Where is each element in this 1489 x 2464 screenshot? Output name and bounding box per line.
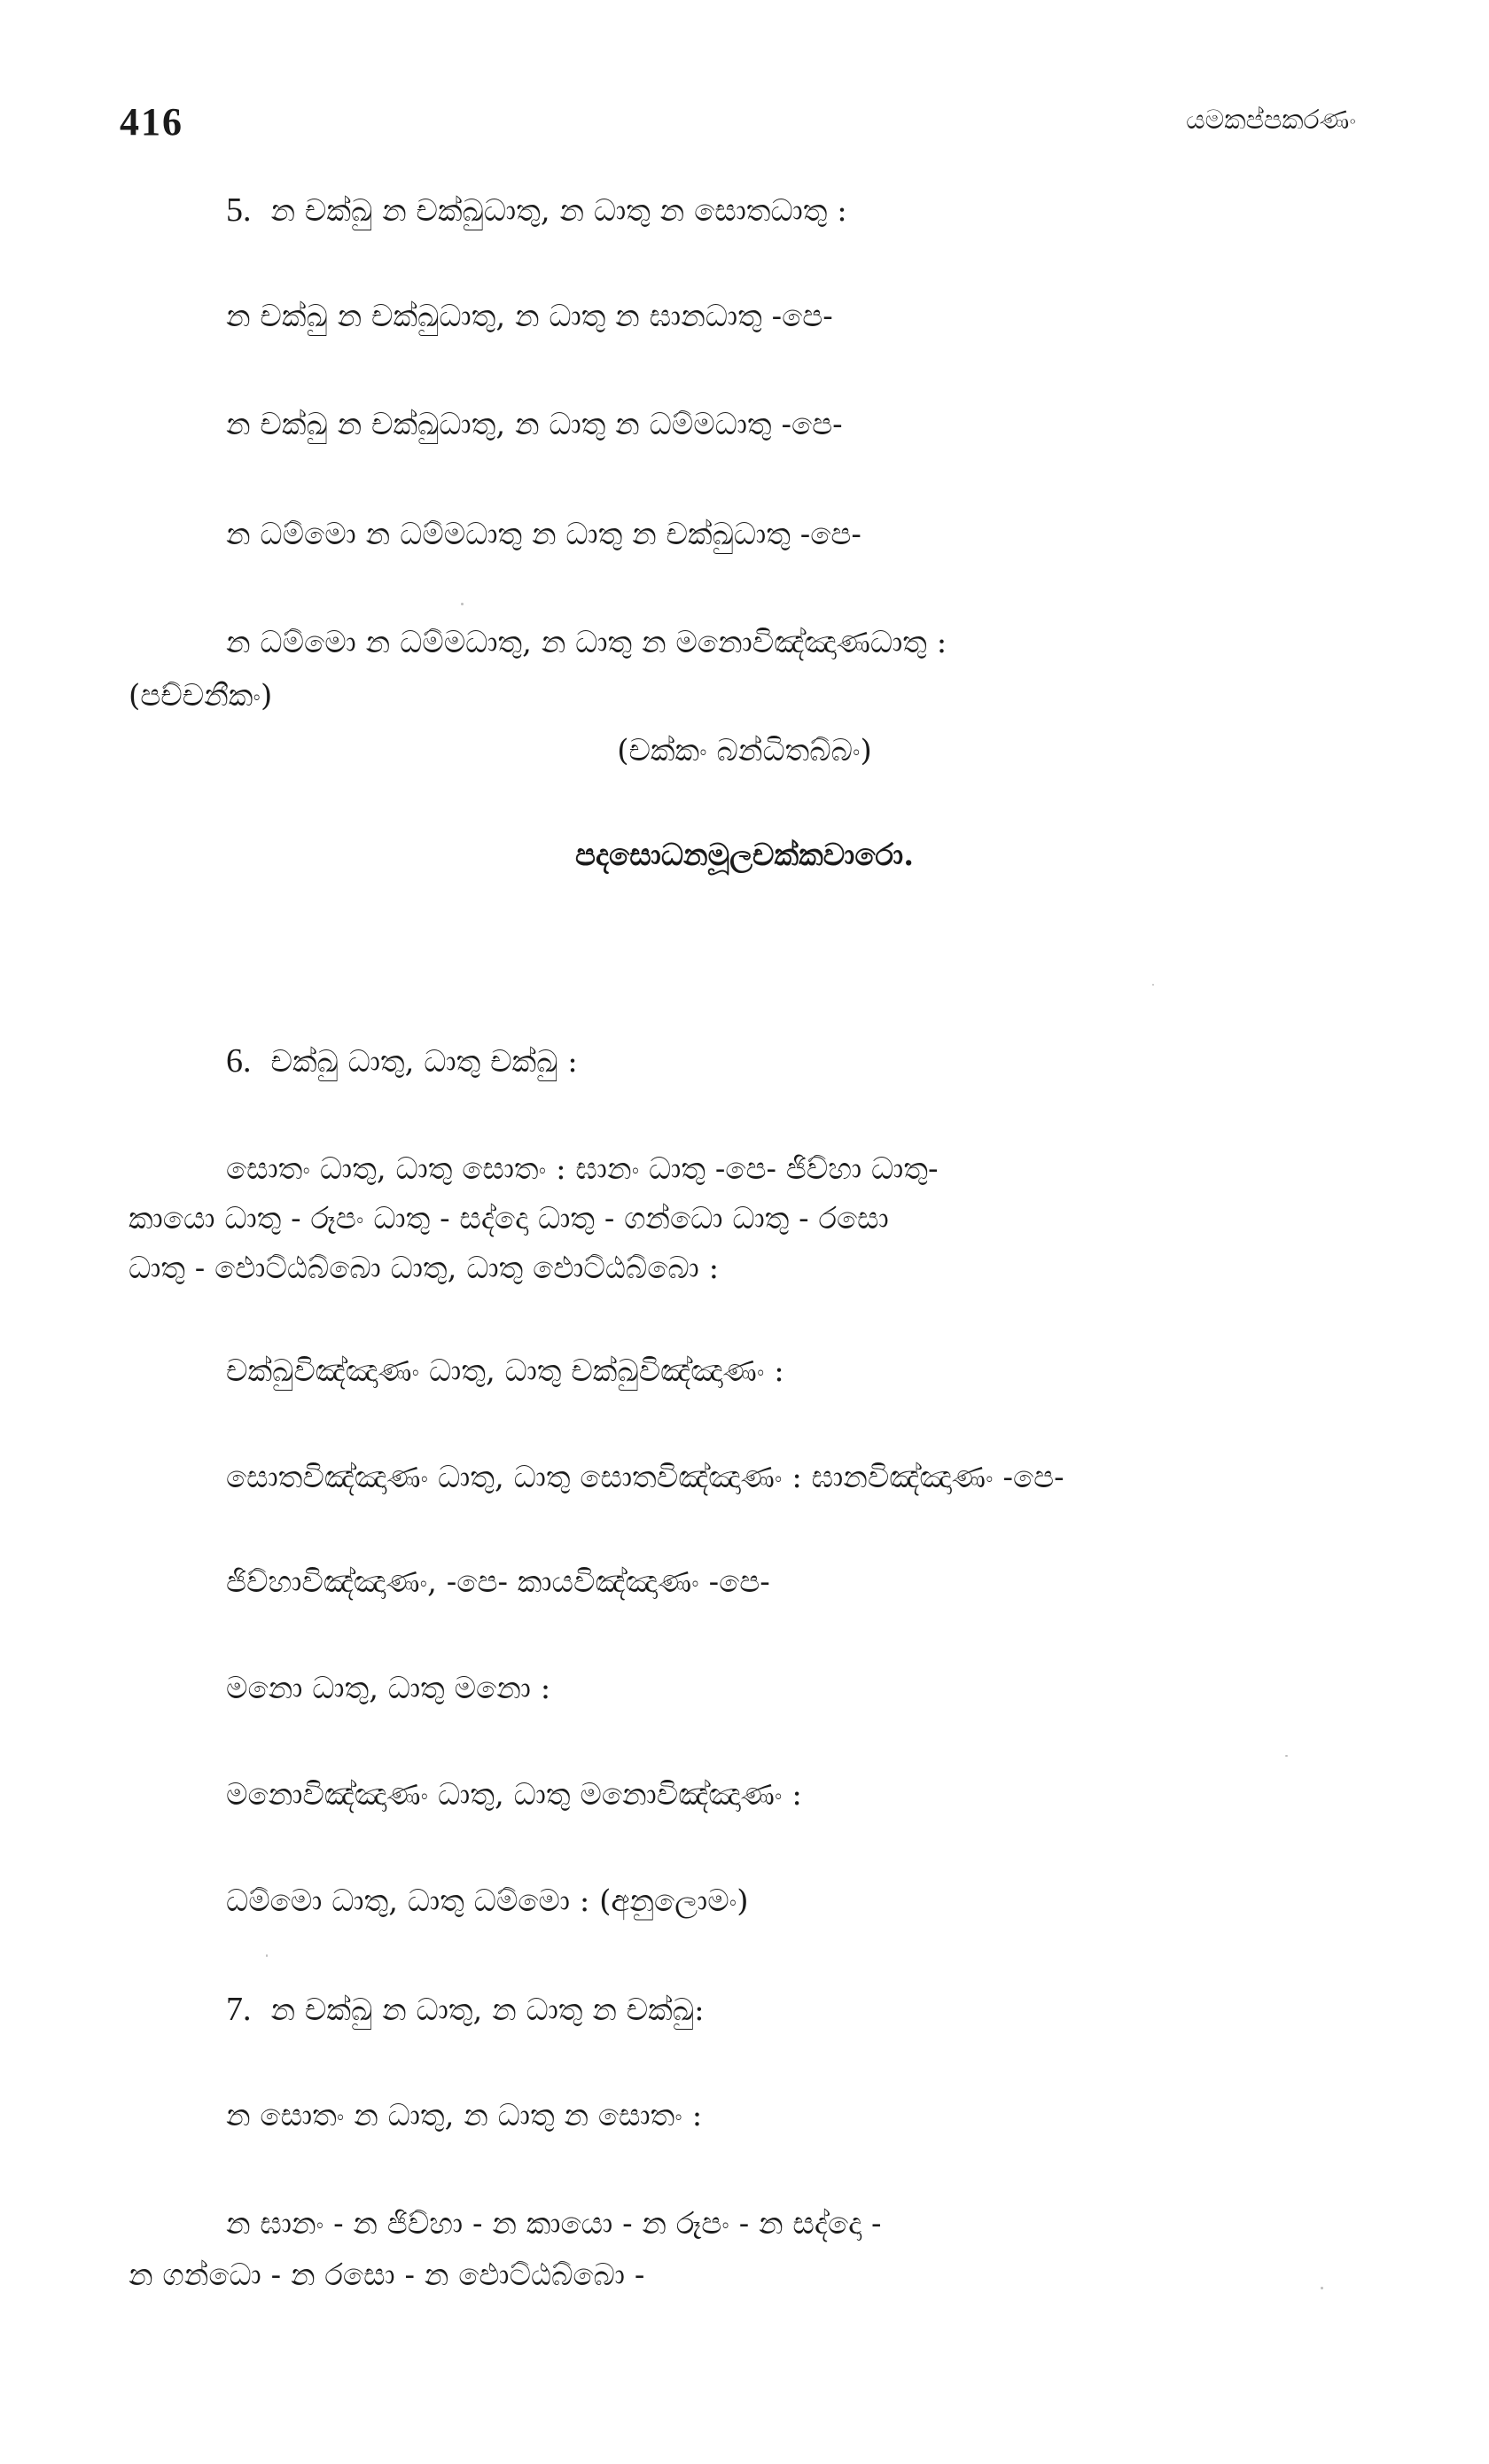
paragraph-6-line-2: සොතං ධාතු, ධාතු සොතං : ඝානං ධාතු -පෙ- ජිව්හා ධාතු- — [226, 1151, 939, 1187]
scan-speck — [1285, 1755, 1288, 1757]
paragraph-6-line-5: චක්ඛුවිඤ්ඤාණං ධාතු, ධාතු චක්ඛුවිඤ්ඤාණං : — [226, 1353, 784, 1389]
paragraph-7-line-1 — [226, 1992, 705, 2026]
page-number: 416 — [120, 100, 183, 144]
paragraph-6-line-9: මනොවිඤ්ඤාණං ධාතු, ධාතු මනොවිඤ්ඤාණං : — [226, 1777, 802, 1813]
scan-speck — [1152, 984, 1154, 986]
section-title: පදසොධනමූලචක්කවාරො. — [574, 838, 915, 873]
scan-speck — [266, 1954, 268, 1957]
paragraph-6-line-7: ජිව්හාවිඤ්ඤාණං, -පෙ- කායවිඤ්ඤාණං -පෙ- — [226, 1564, 770, 1600]
paragraph-5-line-2: න චක්ඛු න චක්ඛුධාතු, න ධාතු න ඝානධාතු -පෙ- — [226, 299, 833, 334]
paragraph-number-6: 6. — [226, 1042, 252, 1080]
paragraph-5-closing: (පච්චනීකං) — [129, 678, 273, 713]
paragraph-number-7: 7. — [226, 1991, 252, 2028]
scan-speck — [1321, 2287, 1323, 2289]
paragraph-6-line-4: ධාතු - ඵොට්ඨබ්බො ධාතු, ධාතු ඵොට්ඨබ්බො : — [129, 1251, 720, 1286]
paragraph-6-line-10: ධම්මො ධාතු, ධාතු ධම්මො : (අනුලොමං) — [226, 1883, 749, 1919]
paragraph-7-line-4: න ගන්ධො - න රසො - න ඵොට්ඨබ්බො - — [129, 2257, 645, 2293]
text: න චක්ඛු න චක්ඛුධාතු, න ධාතු න සොතධාතු : — [270, 193, 847, 229]
paragraph-5-line-1 — [226, 193, 847, 227]
paragraph-5-line-5: න ධම්මො න ධම්මධාතු, න ධාතු න මනොවිඤ්ඤාණධාතු : — [226, 625, 947, 660]
text: චක්ඛු ධාතු, ධාතු චක්ඛු : — [270, 1044, 578, 1080]
paragraph-5-line-3: න චක්ඛු න චක්ඛුධාතු, න ධාතු න ධම්මධාතු -පෙ- — [226, 407, 843, 442]
paragraph-7-line-2: න සොතං න ධාතු, න ධාතු න සොතං : — [226, 2098, 703, 2133]
paragraph-7-line-3: න ඝානං - න ජිව්හා - න කායො - න රූපං - න සද්දො - — [226, 2206, 882, 2242]
paragraph-6-line-8: මනො ධාතු, ධාතු මනො : — [226, 1671, 551, 1706]
running-head: යමකප්පකරණං — [1186, 105, 1356, 136]
paragraph-6-line-3: කායො ධාතු - රූපං ධාතු - සද්දො ධාතු - ගන්ධො ධාතු - රසො — [129, 1201, 889, 1236]
paragraph-number-5: 5. — [226, 191, 252, 229]
scan-speck — [461, 603, 464, 605]
paragraph-5-line-4: න ධම්මො න ධම්මධාතු න ධාතු න චක්ඛුධාතු -පෙ- — [226, 517, 861, 552]
paragraph-6-line-6: සොතවිඤ්ඤාණං ධාතු, ධාතු සොතවිඤ්ඤාණං : ඝානවිඤ්ඤාණං -පෙ- — [226, 1460, 1064, 1495]
chakka-note: (චක්කං බන්ධිතබ්බං) — [617, 733, 872, 768]
paragraph-6-line-1 — [226, 1044, 578, 1078]
text: න චක්ඛු න ධාතු, න ධාතු න චක්ඛු: — [270, 1992, 705, 2028]
